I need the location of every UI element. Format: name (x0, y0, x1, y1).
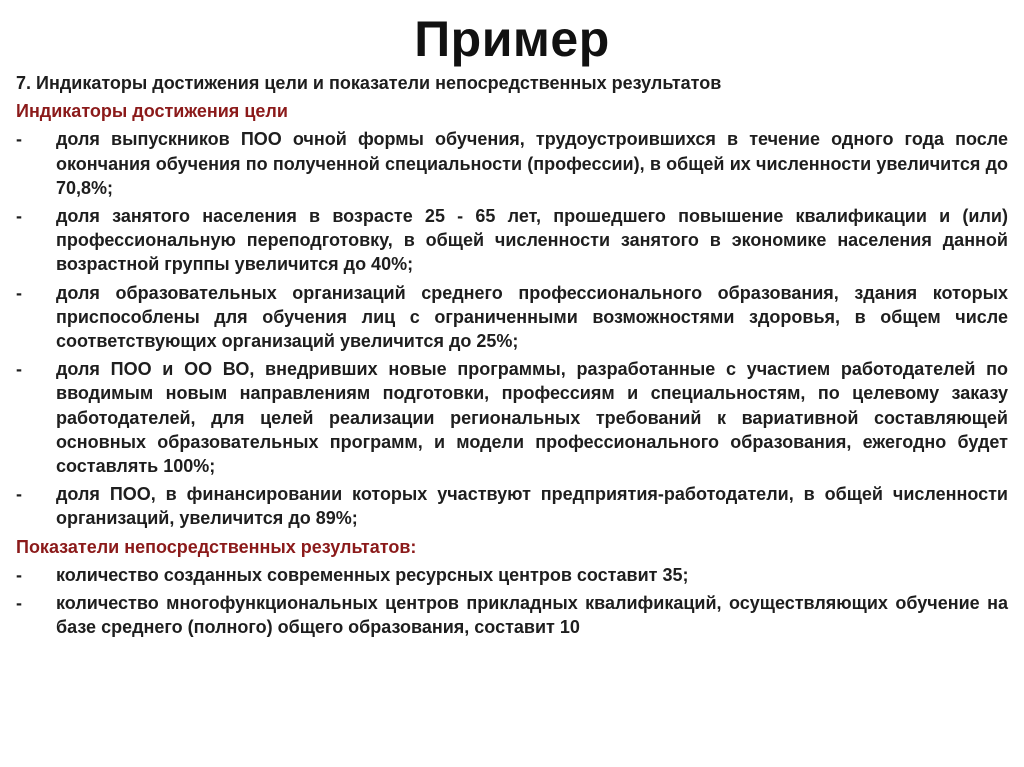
list-item (16, 482, 1008, 530)
list-dash: - (16, 564, 22, 585)
section-heading-indicators: Индикаторы достижения цели (16, 101, 288, 122)
slide-content (16, 71, 1008, 643)
list-dash: - (16, 282, 22, 303)
list-dash: - (16, 484, 22, 505)
list-item-text: доля ПОО, в финансировании которых участвуют предприятия-работодатели, в общей численности организаций, увеличится до 89%; (56, 484, 1008, 529)
results-list (16, 563, 1008, 640)
list-dash: - (16, 206, 22, 227)
section-heading-results: Показатели непосредственных результатов: (16, 536, 417, 557)
intro-line: 7. Индикаторы достижения цели и показатели непосредственных результатов (16, 73, 722, 93)
list-item (16, 563, 1008, 587)
list-item (16, 204, 1008, 277)
list-item (16, 281, 1008, 354)
list-dash: - (16, 129, 22, 150)
list-item-text: количество созданных современных ресурсных центров составит 35; (56, 564, 689, 585)
list-dash: - (16, 593, 22, 614)
list-dash: - (16, 359, 22, 380)
list-item-text: доля выпускников ПОО очной формы обучения, трудоустроившихся в течение одного года после окончания обучения по полученной специальности (профессии), в общей их численности увеличится до 70,8%; (56, 129, 1008, 198)
indicators-list (16, 127, 1008, 530)
list-item-text: доля занятого населения в возрасте 25 - 65 лет, прошедшего повышение квалификации и (или) профессиональную переподготовку, в общей численности занятого в экономике населения данной возрастной группы увеличится до 40%; (56, 206, 1008, 275)
list-item (16, 591, 1008, 639)
list-item-text: доля образовательных организаций среднего профессионального образования, здания которых приспособлены для обучения лиц с ограниченными возможностями здоровья, в общем числе соответствующих организаций увеличится до 25%; (56, 282, 1008, 352)
list-item (16, 357, 1008, 478)
slide-title: Пример (414, 11, 610, 67)
list-item-text: доля ПОО и ОО ВО, внедривших новые программы, разработанные с участием работодателей по вводимым новым направлениям подготовки, профессиям и специальностям, по целевому заказу работодателей, для целей реализации региональных требований к вариативной составляющей основных образовательных программ, и модели профессионального образования, ежегодно будет составлять 100%; (56, 359, 1008, 477)
list-item-text: количество многофункциональных центров прикладных квалификаций, осуществляющих обучение на базе среднего (полного) общего образования, составит 10 (56, 593, 1008, 638)
list-item (16, 127, 1008, 200)
